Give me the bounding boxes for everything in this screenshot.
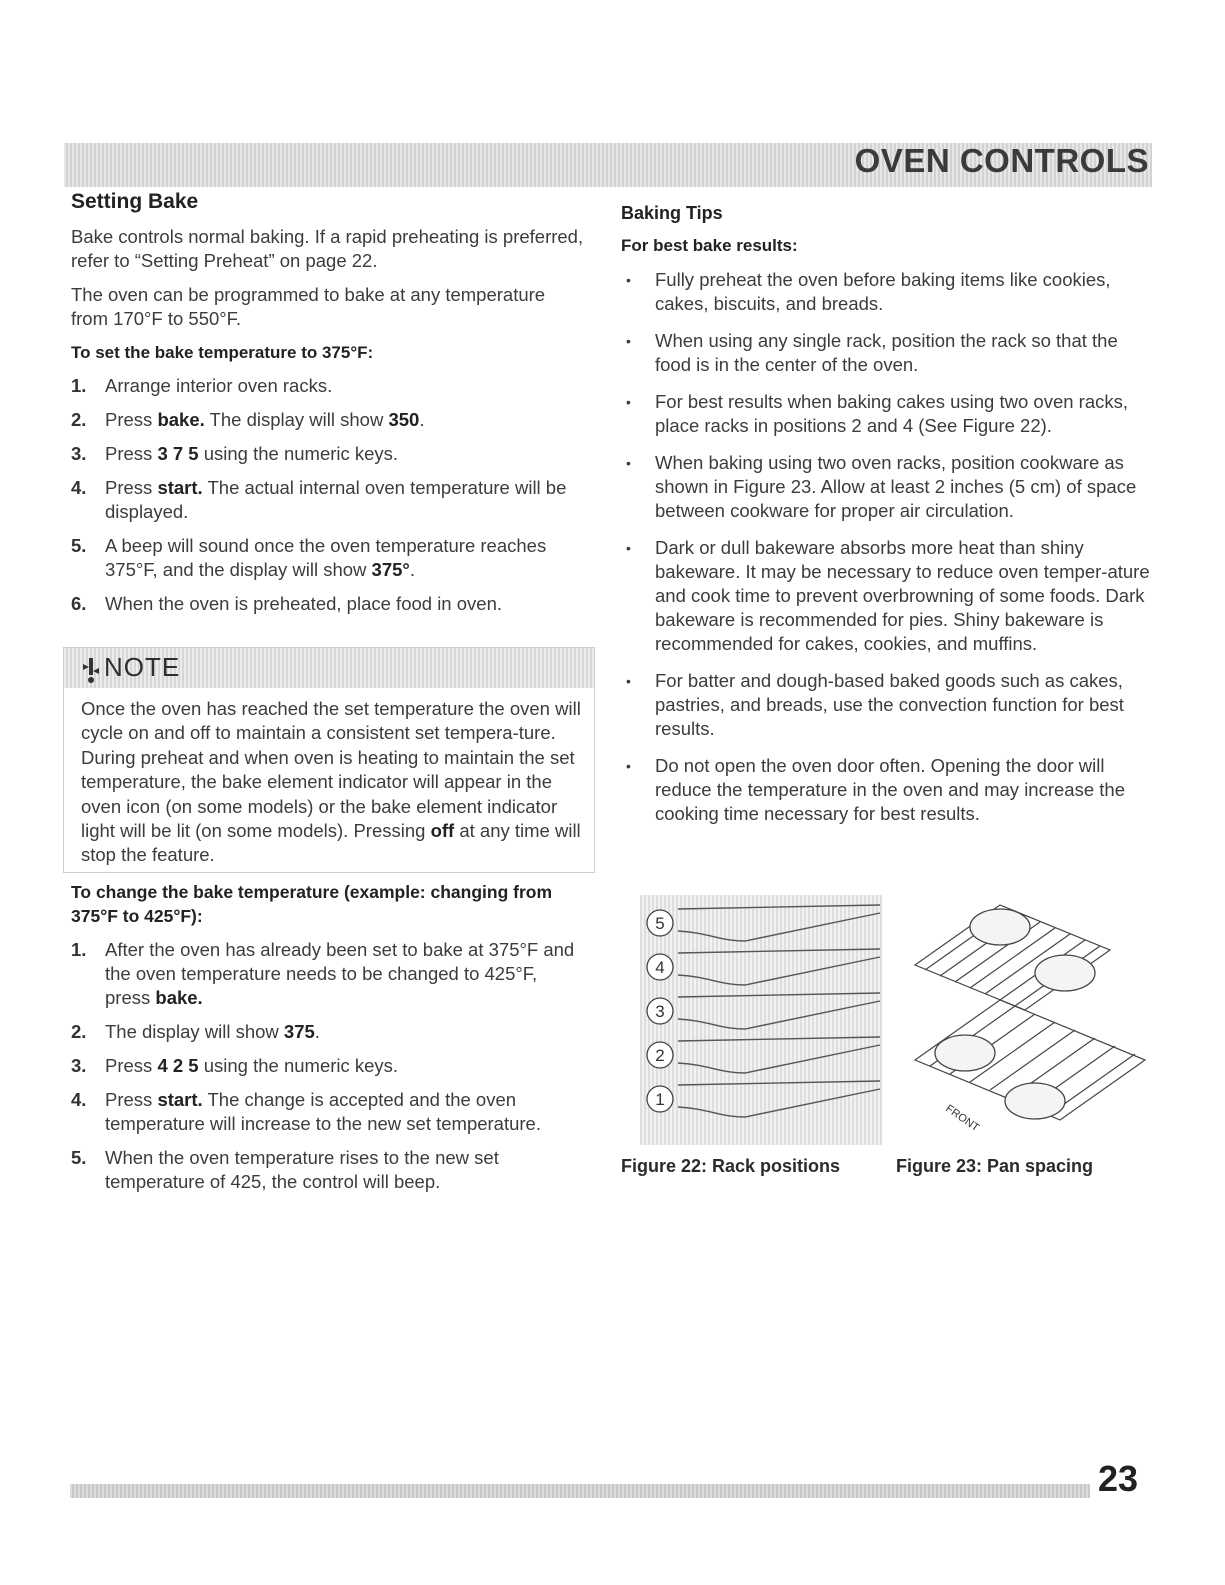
change-temp-heading: To change the bake temperature (example: changing from 375°F to 425°F): — [71, 882, 553, 926]
figure-22-caption: Figure 22: Rack positions — [621, 1156, 841, 1176]
step-text: start. — [157, 1089, 203, 1110]
step-text: When the oven is preheated, place food in oven. — [105, 593, 502, 614]
note-icon — [80, 655, 102, 690]
right-column — [621, 203, 1151, 839]
rack-label-3: 3 — [655, 1002, 665, 1021]
tip-item: • Dark or dull bakeware absorbs more heat than shiny bakeware. It may be necessary to reduce oven temper-ature and cook time to prevent overbrowning of some foods. Dark bakeware is recommended for pies. Shiny bakeware is recommended for cakes, cookies, and muffins. — [621, 536, 1151, 656]
baking-tips-list — [621, 268, 1151, 826]
step-number: 6. — [71, 593, 87, 614]
step-item — [71, 1146, 586, 1194]
step-text: bake. — [155, 987, 203, 1008]
step-text: Press — [105, 409, 158, 430]
step-number: 4. — [71, 1089, 87, 1110]
step-number: 2. — [71, 1021, 87, 1042]
step-number: 2. — [71, 409, 87, 430]
step-text: After the oven has already been set to bake at 375°F and the oven temperature needs to be changed to 425°F, press — [105, 939, 575, 1008]
step-text: 350 — [388, 409, 420, 430]
section-title: OVEN CONTROLS — [854, 142, 1149, 179]
figure-23-pan-spacing — [905, 895, 1155, 1145]
step-text: 4 2 5 — [157, 1055, 199, 1076]
step-text: When the oven temperature rises to the new set temperature of 425, the control will beep. — [105, 1147, 499, 1192]
step-text: The display will show — [204, 409, 389, 430]
step-number: 3. — [71, 443, 87, 464]
tip-item: • When baking using two oven racks, position cookware as shown in Figure 23. Allow at least 2 inches (5 cm) of space between cookware for proper air circulation. — [621, 451, 1151, 523]
tip-item: • Fully preheat the oven before baking items like cookies, cakes, biscuits, and breads. — [621, 268, 1151, 316]
left-column — [71, 190, 586, 626]
step-item — [71, 938, 586, 1010]
step-number: 1. — [71, 939, 87, 960]
step-text: Press — [105, 1055, 158, 1076]
tip-item: • For best results when baking cakes using two oven racks, place racks in positions 2 and 4 (See Figure 22). — [621, 390, 1151, 438]
step-text: A beep will sound once the oven temperature reaches 375°F, and the display will show — [105, 535, 547, 580]
step-text: bake. — [157, 409, 205, 430]
step-text: Press — [105, 1089, 158, 1110]
step-number: 5. — [71, 535, 87, 556]
step-item — [71, 1020, 586, 1044]
tip-item: • For batter and dough-based baked goods such as cakes, pastries, and breads, use the convection function for best results. — [621, 669, 1151, 741]
step-item — [71, 442, 586, 466]
step-text: The change is accepted and the oven temperature will increase to the new set temperature. — [105, 1089, 541, 1134]
step-item — [71, 1088, 586, 1136]
page-number: 23 — [1098, 1458, 1139, 1499]
best-results-heading: For best bake results: — [621, 236, 798, 255]
step-text: . — [409, 559, 415, 580]
step-text: start. — [157, 477, 203, 498]
rack-label-5: 5 — [655, 914, 665, 933]
step-text: Press — [105, 443, 158, 464]
figure-22-rack-positions — [640, 895, 882, 1145]
step-item — [71, 534, 586, 582]
intro-paragraph-2: The oven can be programmed to bake at any temperature from 170°F to 550°F. — [71, 284, 546, 329]
front-label: FRONT — [943, 1102, 982, 1135]
step-text: 375° — [371, 559, 410, 580]
step-text: Press — [105, 477, 158, 498]
change-temp-steps — [71, 938, 586, 1194]
step-text: using the numeric keys. — [198, 1055, 399, 1076]
note-title: NOTE — [104, 652, 181, 682]
set-temp-steps — [71, 374, 586, 616]
set-temp-heading: To set the bake temperature to 375°F: — [71, 343, 374, 362]
step-number: 1. — [71, 375, 87, 396]
step-item — [71, 592, 586, 616]
step-text: 375 — [283, 1021, 315, 1042]
step-item — [71, 408, 586, 432]
step-number: 5. — [71, 1147, 87, 1168]
intro-paragraph-1: Bake controls normal baking. If a rapid preheating is preferred, refer to “Setting Preheat” on page 22. — [71, 226, 584, 271]
step-number: 4. — [71, 477, 87, 498]
tip-item: • Do not open the oven door often. Opening the door will reduce the temperature in the oven and may increase the cooking time necessary for best results. — [621, 754, 1151, 826]
step-item — [71, 1054, 586, 1078]
step-text: using the numeric keys. — [198, 443, 399, 464]
figure-23-caption: Figure 23: Pan spacing — [896, 1156, 1094, 1176]
step-item — [71, 374, 586, 398]
step-text: . — [314, 1021, 320, 1042]
footer-band — [70, 1484, 1090, 1498]
note-text: Once the oven has reached the set temperature the oven will cycle on and off to maintain a consistent set tempera-ture. During preheat and when oven is heating to maintain the set temperature, the bake element indicator will appear in the oven icon (on some models) or the bake element indicator light will be lit (on some models). Pressing off at any time will stop the feature. — [81, 698, 581, 866]
rack-label-4: 4 — [655, 958, 665, 977]
step-text: The display will show — [105, 1021, 284, 1042]
step-item — [71, 476, 586, 524]
rack-label-2: 2 — [655, 1046, 665, 1065]
step-text: . — [419, 409, 425, 430]
step-text: The actual internal oven temperature will be displayed. — [105, 477, 567, 522]
change-temp-section — [71, 880, 586, 1204]
setting-bake-title: Setting Bake — [71, 190, 199, 213]
step-text: 3 7 5 — [157, 443, 199, 464]
baking-tips-title: Baking Tips — [621, 203, 723, 223]
step-text: Arrange interior oven racks. — [105, 375, 333, 396]
rack-label-1: 1 — [655, 1090, 665, 1109]
step-number: 3. — [71, 1055, 87, 1076]
tip-item: • When using any single rack, position the rack so that the food is in the center of the oven. — [621, 329, 1151, 377]
